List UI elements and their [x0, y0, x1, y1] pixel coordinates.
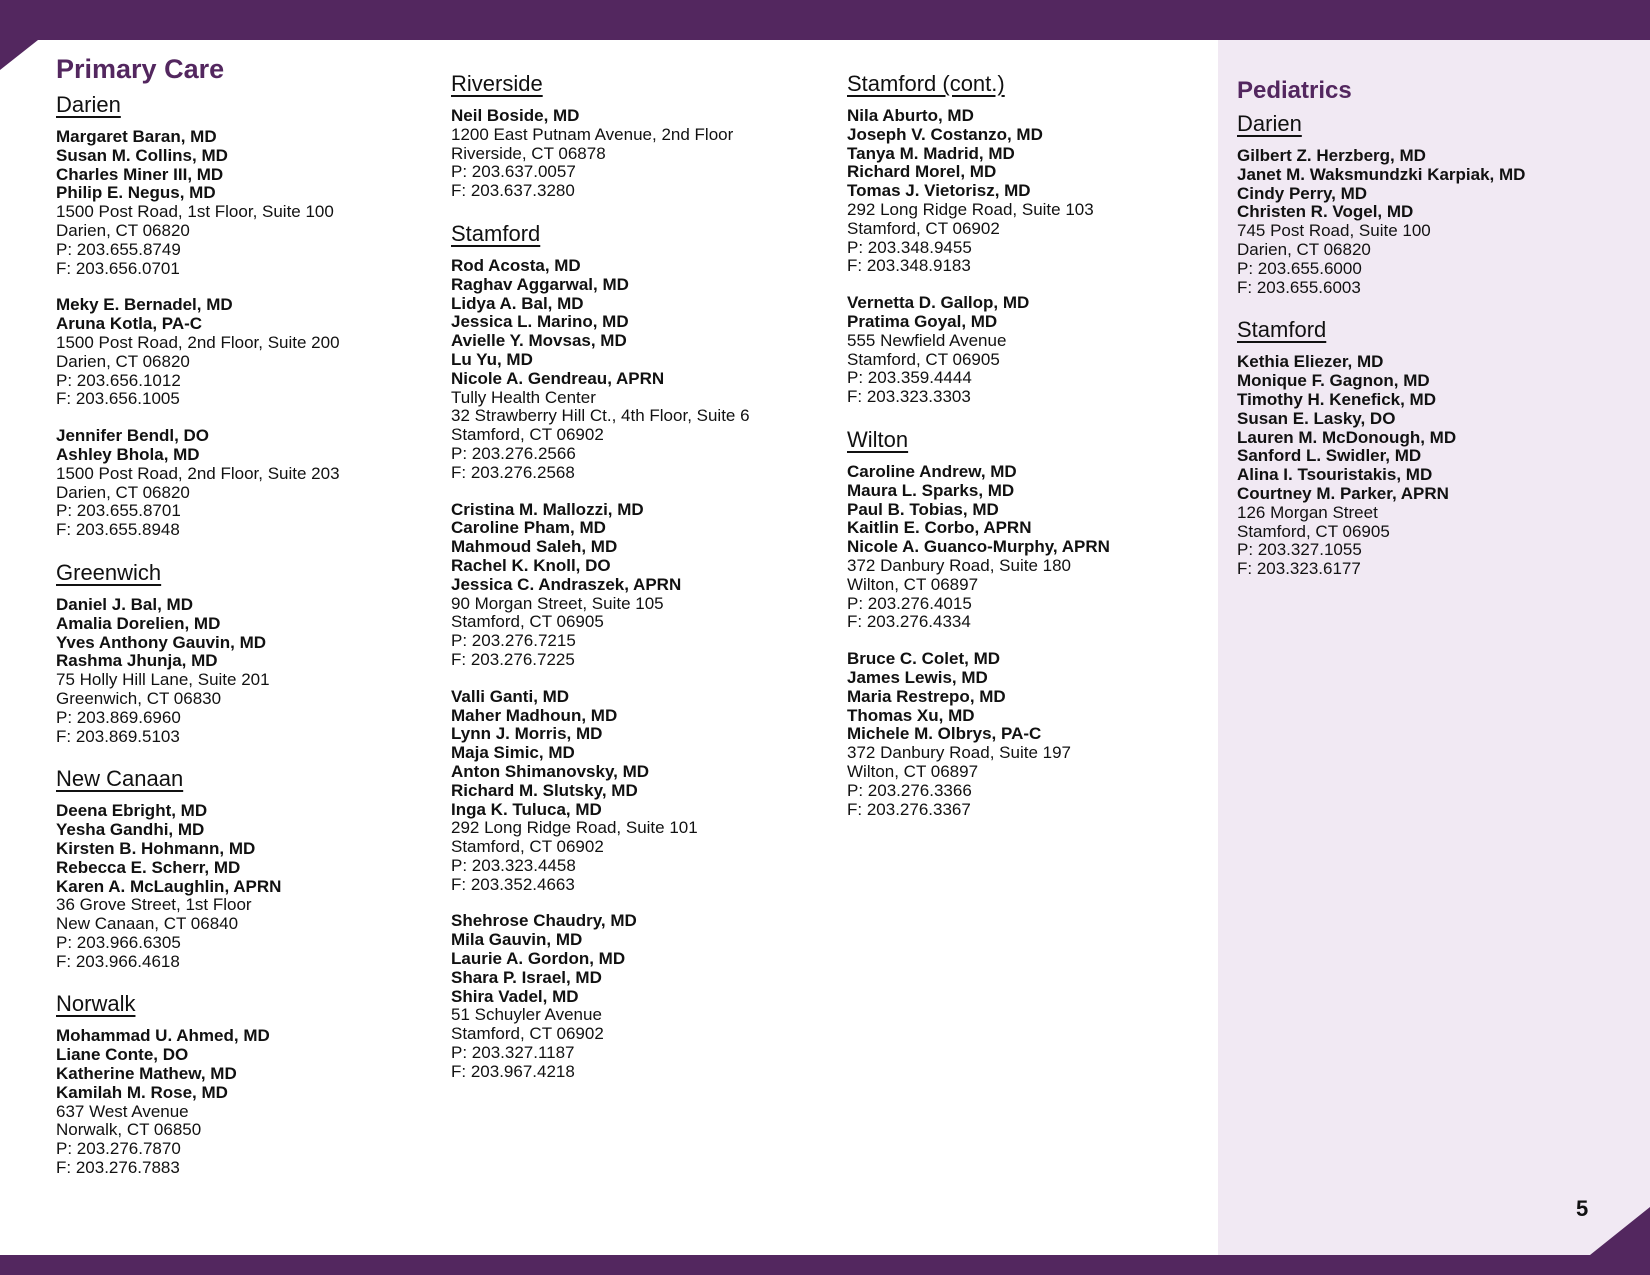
practice-detail-line: P: 203.359.4444: [847, 368, 972, 388]
practice-detail-line: P: 203.276.3366: [847, 780, 972, 800]
city-heading: Darien: [56, 92, 121, 117]
practice-detail-line: 36 Grove Street, 1st Floor: [56, 895, 252, 915]
practice-detail-line: 90 Morgan Street, Suite 105: [451, 593, 664, 613]
practice-detail-line: Stamford, CT 06902: [451, 425, 604, 445]
provider-name: Timothy H. Kenefick, MD: [1237, 389, 1436, 409]
practice-detail-line: P: 203.656.1012: [56, 370, 181, 390]
provider-name: Alina I. Tsouristakis, MD: [1237, 465, 1433, 485]
city-heading: Wilton: [847, 426, 909, 452]
practice-listing: [56, 296, 436, 409]
practice-listing: [56, 1027, 436, 1177]
practice-detail-line: 555 Newfield Avenue: [847, 330, 1007, 350]
bottom-brand-band: [0, 1255, 1650, 1275]
city-heading: Darien: [1237, 111, 1302, 136]
provider-name: Cristina M. Mallozzi, MD: [451, 499, 644, 519]
practice-detail-line: F: 203.276.2568: [451, 462, 575, 482]
practice-listing: [451, 912, 831, 1081]
provider-name: Cindy Perry, MD: [1237, 183, 1368, 203]
provider-name: Vernetta D. Gallop, MD: [847, 293, 1030, 313]
practice-detail-line: P: 203.655.8749: [56, 239, 181, 259]
provider-name: Mahmoud Saleh, MD: [451, 537, 618, 557]
practice-detail-line: Stamford, CT 06902: [451, 837, 604, 857]
provider-name: Jessica L. Marino, MD: [451, 312, 629, 332]
provider-name: Courtney M. Parker, APRN: [1237, 483, 1449, 503]
practice-detail-line: F: 203.276.7883: [56, 1158, 180, 1178]
bottom-corner-accent: [1590, 1207, 1650, 1255]
provider-name: Jessica C. Andraszek, APRN: [451, 574, 682, 594]
provider-name: Nicole A. Gendreau, APRN: [451, 368, 665, 388]
provider-name: Mila Gauvin, MD: [451, 930, 583, 950]
provider-name: Michele M. Olbrys, PA-C: [847, 724, 1042, 744]
practice-detail-line: Wilton, CT 06897: [847, 761, 979, 781]
provider-name: Yesha Gandhi, MD: [56, 820, 205, 840]
provider-name: Joseph V. Costanzo, MD: [847, 124, 1043, 144]
column-3-sections: [847, 69, 1227, 819]
provider-name: Lidya A. Bal, MD: [451, 293, 584, 313]
practice-listing: [847, 107, 1227, 276]
provider-name: Laurie A. Gordon, MD: [451, 949, 626, 969]
provider-name: Thomas Xu, MD: [847, 705, 975, 725]
practice-detail-line: Tully Health Center: [451, 387, 596, 407]
practice-detail-line: 637 West Avenue: [56, 1101, 189, 1121]
top-brand-band: [0, 0, 1650, 40]
practice-detail-line: F: 203.656.0701: [56, 258, 180, 278]
provider-name: Paul B. Tobias, MD: [847, 499, 999, 519]
provider-name: Shara P. Israel, MD: [451, 967, 602, 987]
provider-name: Maura L. Sparks, MD: [847, 480, 1015, 500]
practice-listing: [56, 427, 436, 540]
practice-detail-line: 1500 Post Road, 2nd Floor, Suite 203: [56, 463, 340, 483]
provider-name: Monique F. Gagnon, MD: [1237, 371, 1430, 391]
practice-detail-line: P: 203.966.6305: [56, 932, 181, 952]
practice-detail-line: Darien, CT 06820: [56, 482, 190, 502]
provider-name: Gilbert Z. Herzberg, MD: [1237, 146, 1426, 165]
provider-name: Neil Boside, MD: [451, 106, 580, 125]
practice-detail-line: 32 Strawberry Hill Ct., 4th Floor, Suite 6: [451, 406, 750, 426]
provider-name: Pratima Goyal, MD: [847, 311, 998, 331]
practice-listing: [56, 802, 436, 971]
practice-detail-line: Darien, CT 06820: [1237, 239, 1371, 259]
column-4-sections: [1237, 109, 1637, 579]
practice-detail-line: 292 Long Ridge Road, Suite 101: [451, 818, 698, 838]
practice-detail-line: 51 Schuyler Avenue: [451, 1005, 602, 1025]
provider-name: Charles Miner III, MD: [56, 164, 224, 184]
column-2: [451, 67, 831, 1100]
provider-name: Susan E. Lasky, DO: [1237, 408, 1396, 428]
provider-name: Kaitlin E. Corbo, APRN: [847, 518, 1032, 538]
practice-detail-line: 1500 Post Road, 1st Floor, Suite 100: [56, 202, 334, 222]
provider-name: Aruna Kotla, PA-C: [56, 314, 203, 334]
provider-name: Maja Simic, MD: [451, 743, 575, 763]
provider-name: Valli Ganti, MD: [451, 686, 570, 706]
provider-name: Susan M. Collins, MD: [56, 145, 228, 165]
practice-detail-line: P: 203.655.8701: [56, 501, 181, 521]
provider-name: Katherine Mathew, MD: [56, 1064, 237, 1084]
column-2-sections: [451, 69, 831, 1082]
city-heading: Greenwich: [56, 559, 162, 585]
practice-listing: [451, 688, 831, 895]
practice-detail-line: 372 Danbury Road, Suite 180: [847, 555, 1071, 575]
practice-detail-line: P: 203.276.7215: [451, 631, 576, 651]
practice-detail-line: Stamford, CT 06905: [451, 612, 604, 632]
provider-name: Yves Anthony Gauvin, MD: [56, 632, 267, 652]
provider-name: Nila Aburto, MD: [847, 106, 974, 125]
provider-name: Caroline Pham, MD: [451, 518, 606, 538]
practice-listing: [1237, 147, 1637, 297]
provider-name: Janet M. Waksmundzki Karpiak, MD: [1237, 164, 1526, 184]
practice-detail-line: F: 203.348.9183: [847, 256, 971, 276]
practice-listing: [847, 650, 1227, 819]
provider-name: Meky E. Bernadel, MD: [56, 295, 233, 315]
provider-name: Inga K. Tuluca, MD: [451, 799, 602, 819]
column-1-sections: [56, 90, 436, 1178]
provider-name: Nicole A. Guanco-Murphy, APRN: [847, 537, 1110, 557]
practice-detail-line: Darien, CT 06820: [56, 351, 190, 371]
provider-name: Shehrose Chaudry, MD: [451, 911, 637, 931]
provider-name: Rashma Jhunja, MD: [56, 651, 218, 671]
provider-name: Amalia Dorelien, MD: [56, 613, 221, 633]
provider-name: Liane Conte, DO: [56, 1045, 189, 1065]
top-corner-accent: [0, 40, 38, 70]
provider-name: Tomas J. Vietorisz, MD: [847, 181, 1031, 201]
practice-detail-line: 372 Danbury Road, Suite 197: [847, 743, 1071, 763]
practice-detail-line: 75 Holly Hill Lane, Suite 201: [56, 670, 270, 690]
city-heading: Riverside: [451, 71, 543, 96]
practice-detail-line: P: 203.276.7870: [56, 1139, 181, 1159]
practice-detail-line: P: 203.348.9455: [847, 237, 972, 257]
city-heading: Stamford: [1237, 317, 1327, 343]
practice-detail-line: F: 203.352.4663: [451, 874, 575, 894]
provider-name: Kamilah M. Rose, MD: [56, 1082, 228, 1102]
provider-name: Kirsten B. Hohmann, MD: [56, 838, 256, 858]
practice-detail-line: F: 203.966.4618: [56, 951, 180, 971]
city-heading: Stamford (cont.): [847, 71, 1005, 96]
provider-name: Christen R. Vogel, MD: [1237, 202, 1414, 222]
practice-detail-line: New Canaan, CT 06840: [56, 914, 239, 934]
provider-name: Lynn J. Morris, MD: [451, 724, 603, 744]
practice-listing: [451, 257, 831, 483]
practice-detail-line: P: 203.869.6960: [56, 707, 181, 727]
practice-detail-line: F: 203.869.5103: [56, 726, 180, 746]
provider-name: Anton Shimanovsky, MD: [451, 761, 650, 781]
provider-name: Avielle Y. Movsas, MD: [451, 331, 627, 351]
practice-listing: [451, 501, 831, 670]
practice-detail-line: P: 203.637.0057: [451, 162, 576, 182]
practice-listing: [451, 107, 831, 201]
provider-name: Maria Restrepo, MD: [847, 686, 1006, 706]
practice-detail-line: F: 203.655.8948: [56, 520, 180, 540]
practice-detail-line: P: 203.276.4015: [847, 593, 972, 613]
practice-detail-line: F: 203.323.6177: [1237, 559, 1361, 579]
practice-detail-line: P: 203.276.2566: [451, 443, 576, 463]
practice-detail-line: 1200 East Putnam Avenue, 2nd Floor: [451, 124, 734, 144]
practice-detail-line: P: 203.327.1055: [1237, 540, 1362, 560]
practice-detail-line: P: 203.323.4458: [451, 855, 576, 875]
provider-name: Rod Acosta, MD: [451, 255, 581, 275]
practice-detail-line: 1500 Post Road, 2nd Floor, Suite 200: [56, 332, 340, 352]
provider-name: Philip E. Negus, MD: [56, 183, 216, 203]
column-1: [56, 50, 436, 1196]
practice-detail-line: 126 Morgan Street: [1237, 502, 1378, 522]
provider-name: Ashley Bhola, MD: [56, 444, 200, 464]
provider-name: Sanford L. Swidler, MD: [1237, 446, 1422, 466]
provider-name: Shira Vadel, MD: [451, 986, 579, 1006]
provider-name: Lauren M. McDonough, MD: [1237, 427, 1457, 447]
provider-name: Lu Yu, MD: [451, 349, 533, 369]
city-heading: Stamford: [451, 220, 541, 246]
practice-detail-line: F: 203.637.3280: [451, 181, 575, 201]
practice-detail-line: Stamford, CT 06902: [451, 1024, 604, 1044]
practice-listing: [847, 294, 1227, 407]
provider-name: Richard Morel, MD: [847, 162, 997, 182]
practice-detail-line: P: 203.327.1187: [451, 1043, 575, 1063]
provider-name: Richard M. Slutsky, MD: [451, 780, 638, 800]
column-4: [1237, 75, 1637, 597]
practice-detail-line: F: 203.656.1005: [56, 389, 180, 409]
practice-listing: [847, 463, 1227, 632]
column-3: [847, 67, 1227, 837]
page-number: 5: [1576, 1196, 1589, 1221]
practice-detail-line: F: 203.276.4334: [847, 612, 971, 632]
pediatrics-title: Pediatrics: [1237, 77, 1352, 104]
provider-name: Karen A. McLaughlin, APRN: [56, 876, 282, 896]
practice-detail-line: Wilton, CT 06897: [847, 574, 979, 594]
provider-name: Jennifer Bendl, DO: [56, 426, 210, 446]
practice-detail-line: F: 203.276.7225: [451, 649, 575, 669]
practice-listing: [1237, 353, 1637, 579]
practice-detail-line: Stamford, CT 06902: [847, 218, 1000, 238]
practice-detail-line: P: 203.655.6000: [1237, 258, 1362, 278]
provider-name: Daniel J. Bal, MD: [56, 594, 193, 614]
practice-detail-line: Stamford, CT 06905: [1237, 521, 1390, 541]
practice-detail-line: F: 203.655.6003: [1237, 277, 1361, 297]
provider-name: James Lewis, MD: [847, 667, 988, 687]
practice-detail-line: 745 Post Road, Suite 100: [1237, 221, 1431, 241]
practice-detail-line: Greenwich, CT 06830: [56, 688, 222, 708]
city-heading: New Canaan: [56, 766, 184, 792]
practice-detail-line: F: 203.967.4218: [451, 1061, 575, 1081]
practice-detail-line: Darien, CT 06820: [56, 220, 190, 240]
provider-name: Kethia Eliezer, MD: [1237, 352, 1384, 372]
practice-detail-line: Stamford, CT 06905: [847, 349, 1000, 369]
provider-name: Rachel K. Knoll, DO: [451, 555, 611, 575]
practice-detail-line: 292 Long Ridge Road, Suite 103: [847, 199, 1094, 219]
practice-detail-line: Riverside, CT 06878: [451, 143, 606, 163]
provider-name: Maher Madhoun, MD: [451, 705, 618, 725]
practice-detail-line: F: 203.276.3367: [847, 799, 971, 819]
practice-listing: [56, 596, 436, 746]
provider-name: Bruce C. Colet, MD: [847, 649, 1001, 669]
provider-name: Caroline Andrew, MD: [847, 461, 1017, 481]
city-heading: Norwalk: [56, 991, 136, 1017]
provider-name: Deena Ebright, MD: [56, 801, 208, 821]
provider-name: Raghav Aggarwal, MD: [451, 274, 629, 294]
provider-name: Rebecca E. Scherr, MD: [56, 857, 241, 877]
primary-care-title: Primary Care: [56, 54, 225, 84]
provider-name: Margaret Baran, MD: [56, 127, 217, 146]
practice-listing: [56, 128, 436, 278]
provider-name: Tanya M. Madrid, MD: [847, 143, 1015, 163]
practice-detail-line: F: 203.323.3303: [847, 387, 971, 407]
provider-name: Mohammad U. Ahmed, MD: [56, 1026, 270, 1046]
practice-detail-line: Norwalk, CT 06850: [56, 1120, 202, 1140]
